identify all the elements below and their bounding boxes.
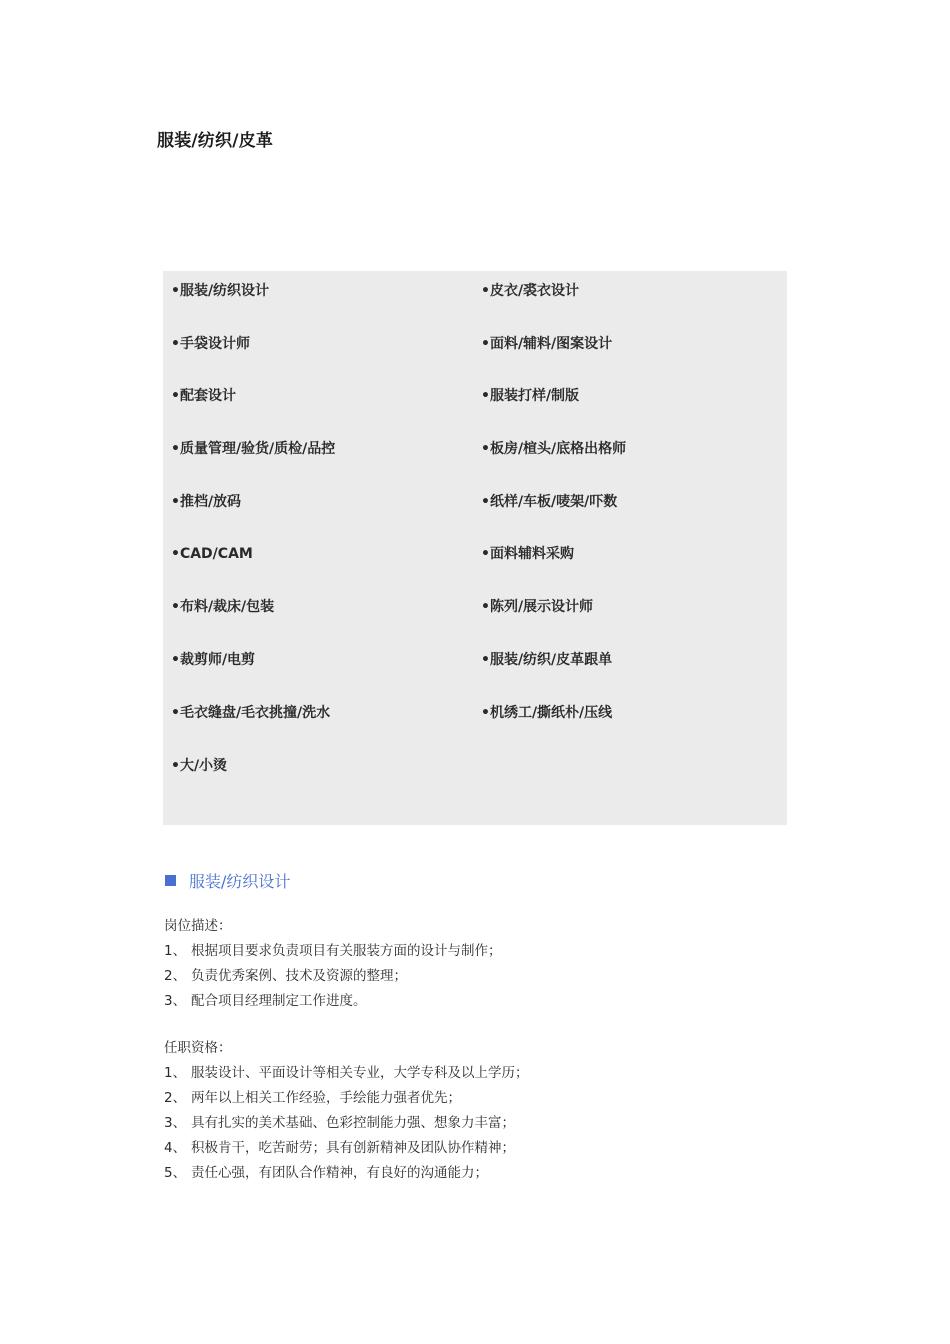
duty-text: 根据项目要求负责项目有关服装方面的设计与制作； — [191, 943, 502, 959]
requirement-text: 服装设计、平面设计等相关专业，大学专科及以上学历； — [191, 1065, 529, 1081]
requirement-line — [164, 1136, 529, 1161]
category-item[interactable]: •陈列/展示设计师 — [481, 599, 594, 615]
category-item[interactable]: •服装/纺织/皮革跟单 — [481, 652, 613, 668]
duty-number: 3、 — [164, 993, 187, 1009]
category-item[interactable]: •皮衣/裘衣设计 — [481, 283, 580, 299]
requirement-text: 具有扎实的美术基础、色彩控制能力强、想象力丰富； — [191, 1115, 515, 1131]
category-item[interactable]: •手袋设计师 — [171, 336, 250, 352]
requirements-label: 任职资格： — [164, 1040, 232, 1056]
category-item[interactable]: •布料/裁床/包装 — [171, 599, 275, 615]
category-item[interactable]: •面料/辅料/图案设计 — [481, 336, 613, 352]
category-item[interactable]: •纸样/车板/唛架/吓数 — [481, 494, 618, 510]
section-heading — [165, 869, 290, 891]
requirement-line — [164, 1086, 529, 1111]
category-list — [163, 271, 787, 825]
requirement-number: 2、 — [164, 1090, 187, 1106]
category-item[interactable]: •大/小烫 — [171, 758, 228, 774]
square-bullet-icon — [165, 875, 176, 886]
category-item[interactable]: •推档/放码 — [171, 494, 242, 510]
category-item[interactable]: •配套设计 — [171, 388, 236, 404]
duty-line — [164, 989, 502, 1014]
requirement-number: 3、 — [164, 1115, 187, 1131]
requirement-text: 积极肯干，吃苦耐劳；具有创新精神及团队协作精神； — [191, 1140, 515, 1156]
requirement-line — [164, 1061, 529, 1086]
requirement-line — [164, 1111, 529, 1136]
requirement-number: 5、 — [164, 1165, 187, 1181]
category-item[interactable]: •质量管理/验货/质检/品控 — [171, 441, 336, 457]
page-title: 服装/纺织/皮革 — [157, 131, 274, 151]
duty-text: 负责优秀案例、技术及资源的整理； — [191, 968, 407, 984]
duty-line — [164, 964, 502, 989]
duty-number: 2、 — [164, 968, 187, 984]
category-item[interactable]: •机绣工/撕纸朴/压线 — [481, 705, 613, 721]
job-requirements — [164, 1036, 529, 1186]
requirement-text: 两年以上相关工作经验，手绘能力强者优先； — [191, 1090, 461, 1106]
duty-text: 配合项目经理制定工作进度。 — [191, 993, 367, 1009]
category-item[interactable]: •裁剪师/电剪 — [171, 652, 256, 668]
duty-number: 1、 — [164, 943, 187, 959]
job-duties — [164, 914, 502, 1014]
category-item[interactable]: •服装打样/制版 — [481, 388, 580, 404]
duty-line — [164, 939, 502, 964]
category-item[interactable]: •服装/纺织设计 — [171, 283, 270, 299]
section-heading-text: 服装/纺织设计 — [189, 871, 291, 891]
category-item[interactable]: •CAD/CAM — [171, 546, 253, 562]
requirement-line — [164, 1161, 529, 1186]
duties-label: 岗位描述： — [164, 918, 232, 934]
category-item[interactable]: •毛衣缝盘/毛衣挑撞/洗水 — [171, 705, 331, 721]
category-item[interactable]: •板房/楦头/底格出格师 — [481, 441, 627, 457]
requirement-number: 4、 — [164, 1140, 187, 1156]
requirement-number: 1、 — [164, 1065, 187, 1081]
category-item[interactable]: •面料辅料采购 — [481, 546, 574, 562]
requirement-text: 责任心强，有团队合作精神，有良好的沟通能力； — [191, 1165, 488, 1181]
